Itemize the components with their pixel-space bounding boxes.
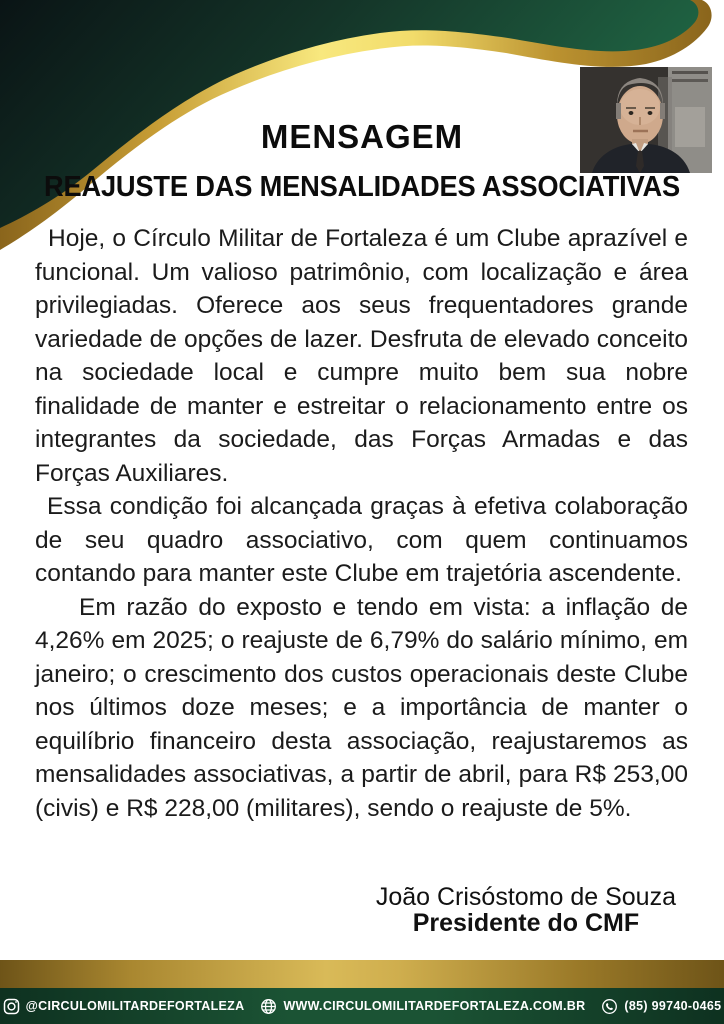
signature-block: [376, 884, 676, 936]
footer-website: [260, 998, 585, 1015]
footer-phone-number: (85) 99740-0465: [624, 999, 722, 1013]
footer-phone: [601, 998, 721, 1015]
footer-instagram-handle: @CIRCULOMILITARDEFORTALEZA: [25, 999, 245, 1013]
page-title: MENSAGEM: [260, 118, 464, 155]
paragraph-3: Em razão do exposto e tendo em vista: a inflação de 4,26% em 2025; o reajuste de 6,79% do salário mínimo, em janeiro; o crescimento dos custos operacionais deste Clube nos últimos doze meses; e a importância de manter o equilíbrio financeiro desta associação, reajustaremos as mensalidades associativas, a partir de abril, para R$ 253,00 (civis) e R$ 228,00 (militares), sendo o reajuste de 5%.: [35, 593, 688, 822]
signature-role: Presidente do CMF: [412, 909, 640, 937]
instagram-icon: [3, 998, 20, 1015]
page-subtitle: REAJUSTE DAS MENSALIDADES ASSOCIATIVAS: [43, 171, 681, 203]
footer-website-url: WWW.CIRCULOMILITARDEFORTALEZA.COM.BR: [283, 999, 586, 1013]
whatsapp-icon: [601, 998, 618, 1015]
footer-contact-bar: [0, 988, 724, 1024]
footer-gold-band: [0, 960, 724, 988]
paragraph-1: Hoje, o Círculo Militar de Fortaleza é um Clube aprazível e funcional. Um valioso patrimônio, com localização e área privilegiadas. Oferece aos seus frequentadores grande variedade de opções de lazer. Desfruta de elevado conceito na sociedade local e cumpre muito bem sua nobre finalidade de manter e estreitar o relacionamento entre os integrantes da sociedade, das Forças Armadas e das Forças Auxiliares.: [35, 225, 688, 487]
paragraph-2: Essa condição foi alcançada graças à efetiva colaboração de seu quadro associativo, com quem continuamos contando para manter este Clube em trajetória ascendente.: [35, 493, 688, 587]
globe-icon: [260, 998, 277, 1015]
footer-instagram: [3, 998, 245, 1015]
message-body: [35, 222, 688, 825]
signature-name: João Crisóstomo de Souza: [375, 883, 676, 911]
